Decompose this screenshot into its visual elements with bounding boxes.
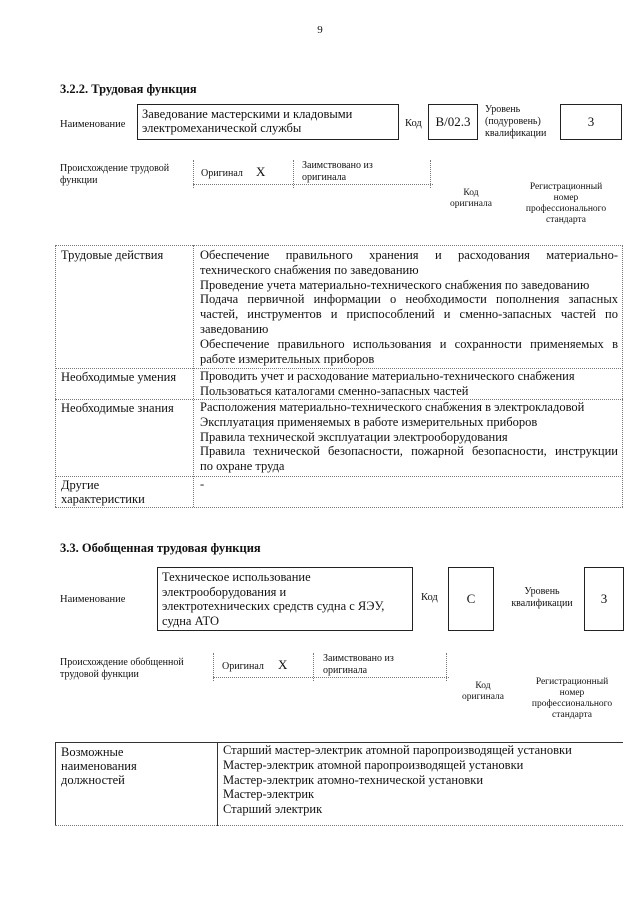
origin-label-322 [60,163,169,187]
original-mark-33: X [278,657,288,672]
origin-label-line: Происхождение трудовой [60,163,170,174]
code-original-line: оригинала [462,692,504,702]
level-box-33: 3 [584,567,624,631]
name-box-33 [157,567,413,631]
borrowed-label-line: оригинала [323,665,368,676]
list-item: Старший мастер-электрик атомной паропроизводящей установки [223,743,572,757]
name-line: электротехнических средств судна с ЯЭУ, [162,599,385,613]
row-label-required-skills: Необходимые умения [61,370,177,384]
original-label-322: Оригинал [201,168,243,179]
reg-number-line: стандарта [552,710,592,720]
level-label-line: (подуровень) [485,116,541,127]
reg-number-label-322 [515,182,617,226]
name-text-33 [158,568,412,630]
code-original-line: Код [463,188,479,198]
list-item: Правила технической эксплуатации электрооборудования [200,429,508,444]
name-line: электрооборудования и [162,584,287,599]
row-label-line: Другие [61,478,100,492]
borrowed-label-line: оригинала [302,172,347,183]
code-original-label-322 [440,188,502,210]
borrowed-label-33 [323,653,394,677]
list-item: Проводить учет и расходование материально-технического снабжения [200,369,575,383]
name-line: электромеханической службы [142,121,302,135]
list-item: заведованию [200,321,269,336]
code-original-label-33 [452,681,514,703]
page-number: 9 [317,24,323,36]
reg-number-line: Регистрационный [529,182,603,192]
name-box-322 [137,104,399,140]
origin-label-line: трудовой функции [60,669,139,680]
name-label-322: Наименование [60,119,126,130]
list-item: Эксплуатация применяемых в работе измерительных приборов [200,414,538,429]
row-label-required-knowledge: Необходимые знания [61,401,174,415]
list-item: Проведение учета материально-технического снабжения по заведованию [200,277,590,292]
list-item: Пользоваться каталогами сменно-запасных частей [200,383,469,398]
list-item: Обеспечение правильного хранения и расходования материально- [200,248,618,262]
list-item: частей, инструментов и приспособлений и сменно-запасных частей по [200,307,618,322]
code-box-322: B/02.3 [428,104,478,140]
positions-list [223,743,619,817]
level-label-line: квалификации [485,128,547,139]
reg-number-label-33 [520,677,624,721]
reg-number-line: номер [553,193,579,203]
original-mark-322: X [256,164,266,179]
required-knowledge-list [200,400,618,474]
code-label-322: Код [405,118,422,129]
origin-label-line: функции [60,175,98,186]
level-label-33 [504,586,580,610]
positions-label-line: Возможные [61,745,124,759]
positions-label-line: наименования [61,759,137,773]
list-item: Подача первичной информации о необходимости пополнения запасных [200,292,618,307]
name-line: Техническое использование [162,570,311,584]
code-original-line: оригинала [450,199,492,209]
level-box-322: 3 [560,104,622,140]
row-label-labor-actions: Трудовые действия [61,248,164,262]
level-label-line: Уровень [485,104,521,115]
level-label-322 [485,104,546,140]
positions-label-line: должностей [61,773,125,787]
list-item: Обеспечение правильного использования и сохранности применяемых в [200,336,618,351]
other-characteristics-list [200,477,618,492]
row-label-line: характеристики [61,492,145,506]
list-item: - [200,477,205,491]
level-label-line: квалификации [511,598,573,609]
list-item: Мастер-электрик [223,787,315,802]
origin-label-33 [60,657,184,681]
code-original-line: Код [475,681,491,691]
code-box-33: C [448,567,494,631]
level-label-line: Уровень [524,586,560,597]
section-heading-322: 3.2.2. Трудовая функция [60,82,197,96]
name-line: Заведование мастерскими и кладовыми [142,107,353,121]
list-item: работе измерительных приборов [200,351,375,366]
positions-label [61,745,137,787]
reg-number-line: Регистрационный [535,677,609,687]
origin-label-line: Происхождение обобщенной [60,657,184,668]
required-skills-list [200,369,618,399]
reg-number-line: стандарта [546,215,586,225]
list-item: по охране труда [200,459,285,474]
borrowed-label-line: Заимствовано из [323,653,394,664]
list-item: технического снабжения по заведованию [200,262,419,277]
name-label-33: Наименование [60,594,126,605]
section-heading-33: 3.3. Обобщенная трудовая функция [60,541,261,555]
list-item: Мастер-электрик атомной паропроизводящей установки [223,757,524,772]
reg-number-line: номер [559,688,585,698]
labor-actions-list [200,248,618,366]
list-item: Старший электрик [223,802,323,817]
borrowed-label-line: Заимствовано из [302,160,373,171]
name-line: судна АТО [162,613,219,628]
reg-number-line: профессионального [525,204,607,214]
list-item: Правила технической безопасности, пожарной безопасности, инструкции [200,444,618,459]
list-item: Расположения материально-технического снабжения в электрокладовой [200,400,585,414]
code-label-33: Код [421,592,438,603]
reg-number-line: профессионального [531,699,613,709]
row-label-other-characteristics [61,478,145,506]
list-item: Мастер-электрик атомно-технической установки [223,772,484,787]
original-label-33: Оригинал [222,661,264,672]
borrowed-label-322 [302,160,373,184]
name-text-322 [138,105,398,137]
